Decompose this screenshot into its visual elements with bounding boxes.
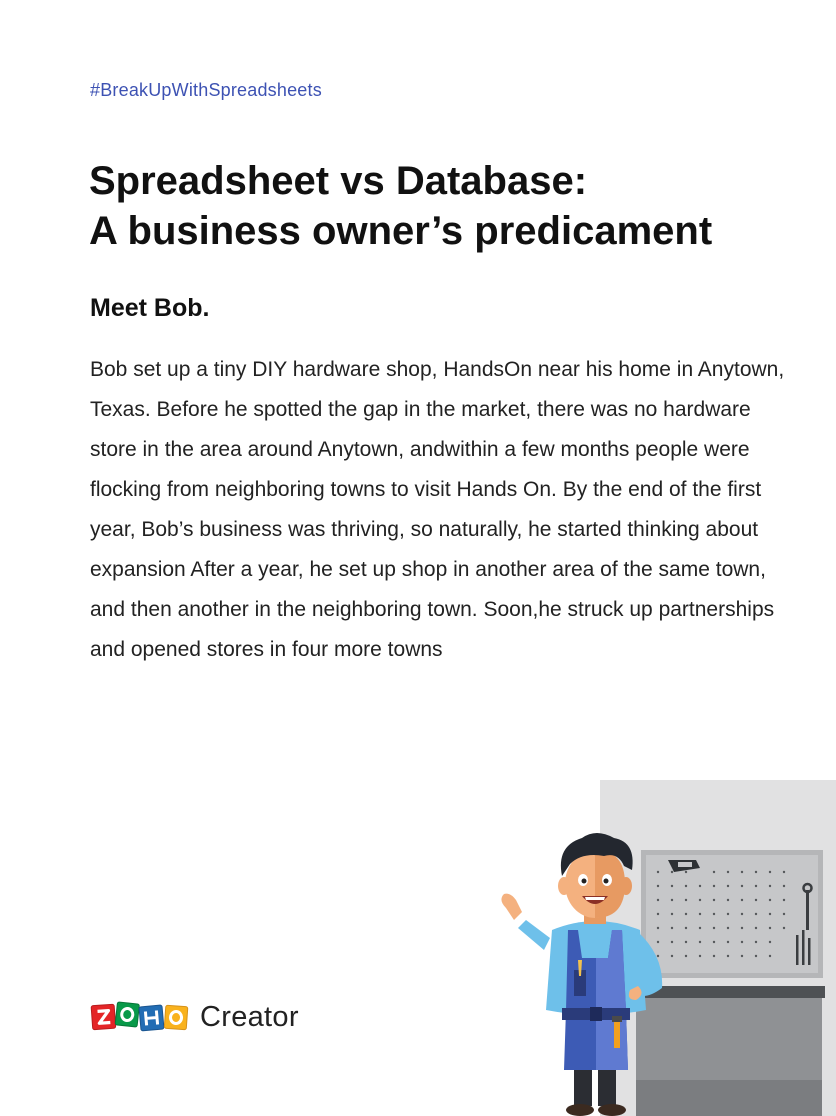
- logo-product-name: Creator: [200, 1000, 299, 1033]
- page-title: [89, 156, 809, 256]
- body-paragraph: Bob set up a tiny DIY hardware shop, HandsOn near his home in Anytown, Texas. Before he spotted the gap in the market, there was no hardware store in the area around Anytown, andwithin a few months people were flocking from neighboring towns to visit Hands On. By the end of the first year, Bob’s business was thriving, so naturally, he started thinking about expansion After a year, he set up shop in another area of the same town, and then another in the neighboring town. Soon,he struck up partnerships and opened stores in four more towns: [90, 358, 785, 661]
- shopkeeper-illustration: [486, 780, 836, 1116]
- title-line-2: A business owner’s predicament: [89, 209, 713, 253]
- zoho-creator-logo: [90, 997, 299, 1037]
- subheading: Meet Bob.: [90, 294, 210, 322]
- title-line-1: Spreadsheet vs Database:: [89, 159, 588, 203]
- zoho-logo-icon: [90, 998, 190, 1036]
- hashtag[interactable]: #BreakUpWithSpreadsheets: [90, 80, 322, 100]
